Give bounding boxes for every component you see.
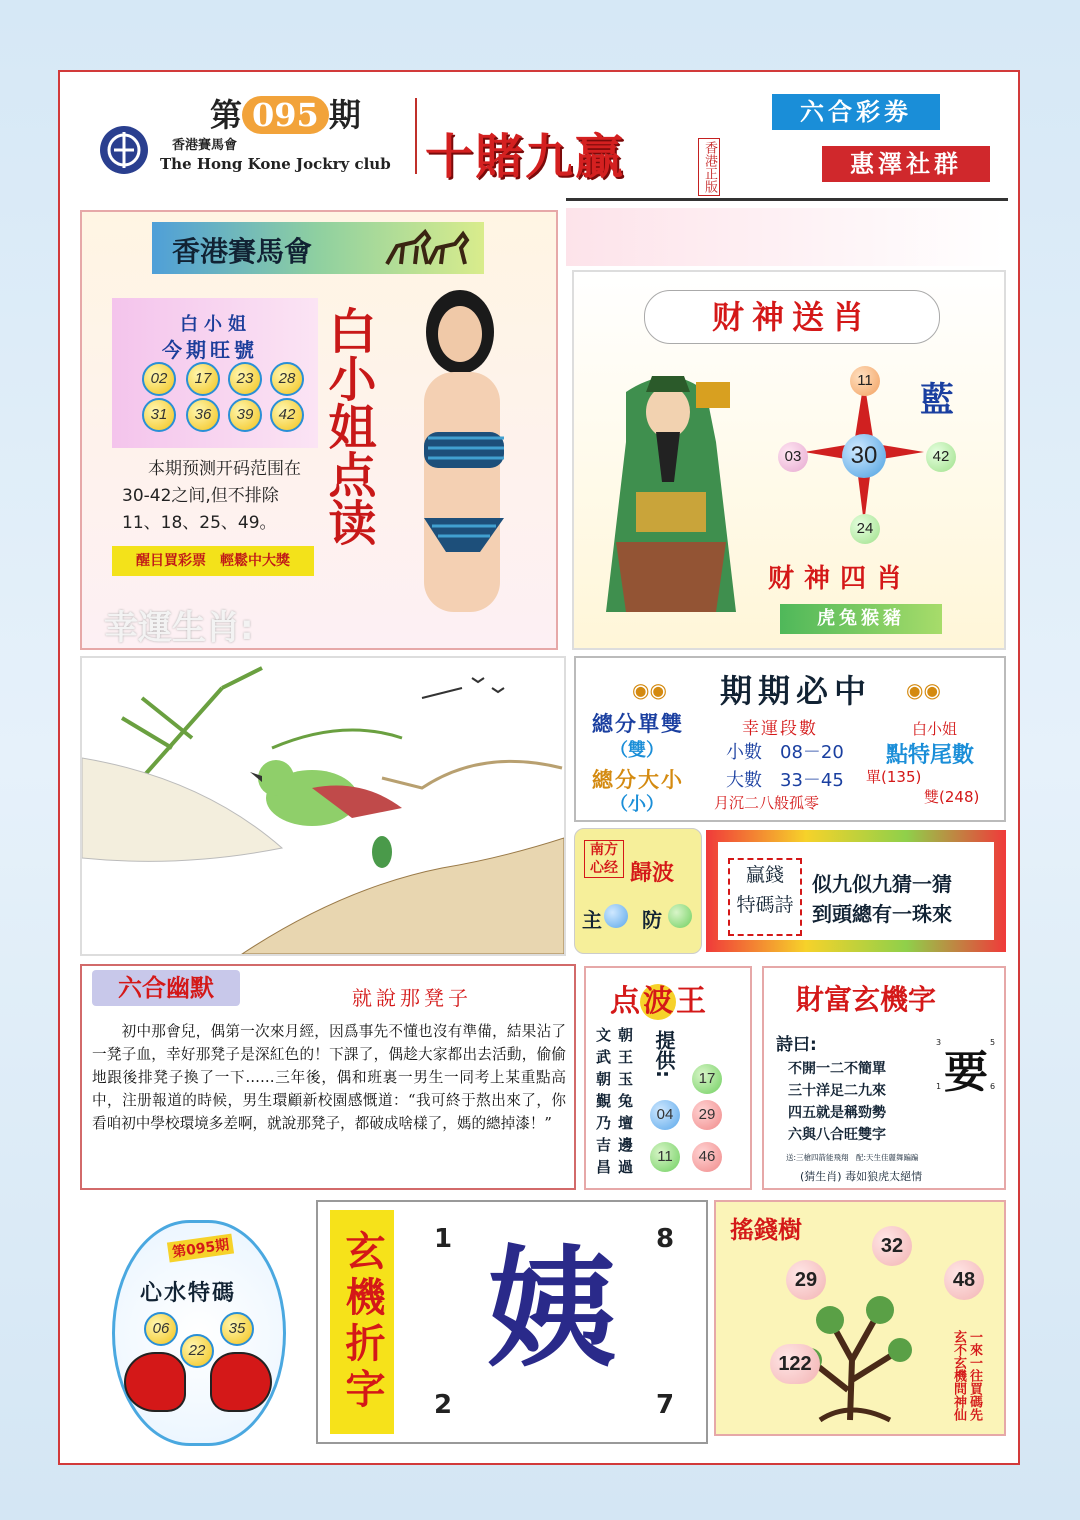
win-poem-label-2: 特碼詩 [736,894,794,916]
card-line1: 白小姐 [180,314,252,335]
mystic-corner-2: 5 [990,1038,996,1047]
heart-code-issue: 第095期 [167,1234,234,1263]
split-corner-2: 8 [656,1224,675,1254]
verse-char: 文 [596,1026,612,1044]
dian-bo-ball: 11 [650,1142,680,1172]
win-poem-line-1: 似九似九猜一猜 [812,872,952,896]
lucky-range-label: 幸運段數 [742,719,818,739]
dian-bo-offer: 提供: [652,1030,676,1078]
heart-code-ball: 22 [180,1334,214,1368]
dian-bo-title: 点 波 王 [610,984,706,1019]
wealth-god-caption: 财神四肖 [768,564,913,594]
mystic-note: 送:三槍四箭能飛翔 配:天生佳麗舞蹁蹁 [786,1153,919,1162]
mystic-poem-line: 不開一二不簡單 [788,1061,886,1077]
win-poem-line-2: 到頭總有一珠來 [812,902,952,926]
heart-code-title: 心水特碼 [140,1281,237,1306]
single-tail: 單(135) [866,768,922,786]
tail-label: 點特尾數 [886,743,975,768]
double-tail: 雙(248) [924,788,980,806]
small-range: 小數 08－20 [726,742,844,763]
boxing-glove-left-icon [124,1352,186,1412]
wealth-god-figure [596,362,746,618]
vertical-title: 白小姐点读 [320,306,376,546]
poem-label: 詩曰: [776,1035,817,1055]
verse-char: 過 [618,1158,634,1176]
club-name-en: The Hong Kone Jockry club [160,155,391,173]
miss-bai-label: 白小姐 [912,720,958,738]
coin-icon-left: ◉◉ [632,678,667,702]
lucky-number-ball: 17 [186,362,220,396]
verse-char: 兔 [618,1092,634,1110]
split-corner-3: 2 [434,1390,453,1420]
wave-guard-label: 防 [642,908,662,932]
tree-ball-1: 32 [872,1226,912,1266]
compass-center: 30 [842,434,886,478]
compass-bottom: 24 [850,514,880,544]
lucky-number-ball: 42 [270,398,304,432]
humor-title: 六合幽默 [92,970,240,1006]
wave-tag: 南方心经 [584,840,624,878]
verse-char: 覲 [596,1092,612,1110]
dian-bo-ball: 04 [650,1100,680,1130]
dian-bo-ball: 29 [692,1100,722,1130]
money-tree-side-text: 一來一往買碼先 玄不玄機問神仙 [951,1330,982,1421]
mystic-corner-3: 1 [936,1082,942,1091]
compass-right: 42 [926,442,956,472]
club-name-cn: 香港賽馬會 [172,138,238,153]
mystic-word-title: 財富玄機字 [796,983,937,1016]
club-logo [100,126,148,174]
mystic-poem-line: 三十洋足二九來 [788,1083,886,1099]
compass-left: 03 [778,442,808,472]
horse-racing-icon [377,224,477,272]
dian-bo-ball: 17 [692,1064,722,1094]
mystic-big-char: 要 [944,1047,988,1098]
win-poem-label-1: 贏錢 [745,864,784,886]
main-title: 十賭九贏 [425,129,626,185]
edition-tag: 香港正版 [698,138,720,196]
tree-ball-4: 122 [770,1344,820,1384]
odd-even-label: 總分單雙 [592,712,684,736]
verse-char: 邊 [618,1136,634,1154]
prediction-text: 本期预测开码范围在30-42之间,但不排除11、18、25、49。 [122,459,301,533]
wealth-god-title: 财神送肖 [644,290,940,344]
heart-code-ball: 35 [220,1312,254,1346]
wealth-god-zodiacs: 虎兔猴豬 [780,604,942,634]
slogan: 醒目買彩票 輕鬆中大獎 [112,546,314,576]
win-poem-label [728,858,802,936]
humor-subtitle: 就說那凳子 [352,986,472,1010]
split-corner-1: 1 [434,1224,453,1254]
bird-illustration-panel [80,656,566,956]
odd-even-value: （雙） [610,740,664,761]
verse-char: 乃 [596,1114,612,1132]
main-wave-ball [604,904,628,928]
header-rule [566,198,1008,201]
model-photo [380,282,540,632]
verse-char: 朝 [596,1070,612,1088]
tree-ball-2: 29 [786,1260,826,1300]
mystic-corner-4: 6 [990,1082,996,1091]
compass-top: 11 [850,366,880,396]
mystic-corner-1: 3 [936,1038,942,1047]
verse-char: 朝 [618,1026,634,1044]
lucky-number-ball: 39 [228,398,262,432]
humor-body: 初中那會兒，偶第一次來月經，因爲事先不懂也沒有準備，結果沾了一凳子血，幸好那凳子是深紅色的！下課了，偶趁大家都出去活動，偷偷地跟後排凳子換了一下……三年後，偶和班裏一男生一同考上某重點高中，注册報道的時候，男生環顧新校園感慨道：“我可終于熬出來了，你看咱初中學校環境多差啊，就說那凳子，都破成啥樣了，媽的總掉漆！” [92,1023,566,1132]
wave-main-label: 主 [582,908,602,932]
range-poem: 月沉二八般孤零 [714,794,820,812]
color-word: 藍 [920,380,954,420]
must-win-title: 期期必中 [720,672,873,710]
guard-wave-ball [668,904,692,928]
verse-char: 昌 [596,1158,612,1176]
verse-char: 王 [618,1048,634,1066]
lucky-number-ball: 02 [142,362,176,396]
verse-char: 吉 [596,1136,612,1154]
verse-char: 武 [596,1048,612,1066]
mystic-poem-line: 四五就是稱勁勢 [788,1105,886,1121]
big-small-value: （小） [610,794,664,815]
wave-title: 歸波 [630,861,675,886]
miss-bai-banner: 香港賽馬會 [152,222,484,274]
money-tree-title: 搖錢樹 [730,1216,802,1244]
split-char-title: 玄機折字 [330,1210,394,1434]
badge-bottom: 惠澤社群 [822,146,990,182]
coin-icon-right: ◉◉ [906,678,941,702]
lucky-number-ball: 36 [186,398,220,432]
tree-ball-3: 48 [944,1260,984,1300]
big-small-label: 總分大小 [592,768,684,792]
verse-char: 玉 [618,1070,634,1088]
lucky-zodiac-label: 幸運生肖: [104,608,254,648]
boxing-glove-right-icon [210,1352,272,1412]
dian-bo-verse [596,1024,642,1184]
dian-bo-ball: 46 [692,1142,722,1172]
lucky-number-ball: 31 [142,398,176,432]
pink-strip [566,208,1006,266]
lucky-number-ball: 28 [270,362,304,396]
badge-top: 六合彩劵 [772,94,940,130]
mystic-lines [788,1058,938,1146]
verse-char: 壇 [618,1114,634,1132]
heart-code-ball: 06 [144,1312,178,1346]
split-corner-4: 7 [656,1390,675,1420]
issue-number: 第 095 期 [210,96,361,134]
split-big-char: 姨 [486,1233,617,1385]
mystic-poem-line: 六與八合旺雙字 [788,1127,886,1143]
header-divider [415,98,417,174]
lucky-number-ball: 23 [228,362,262,396]
mystic-zodiac-line: (猜生肖) 毒如狼虎太絕情 [800,1170,923,1183]
big-range: 大數 33－45 [726,770,844,791]
card-line2: 今期旺號 [162,338,258,362]
